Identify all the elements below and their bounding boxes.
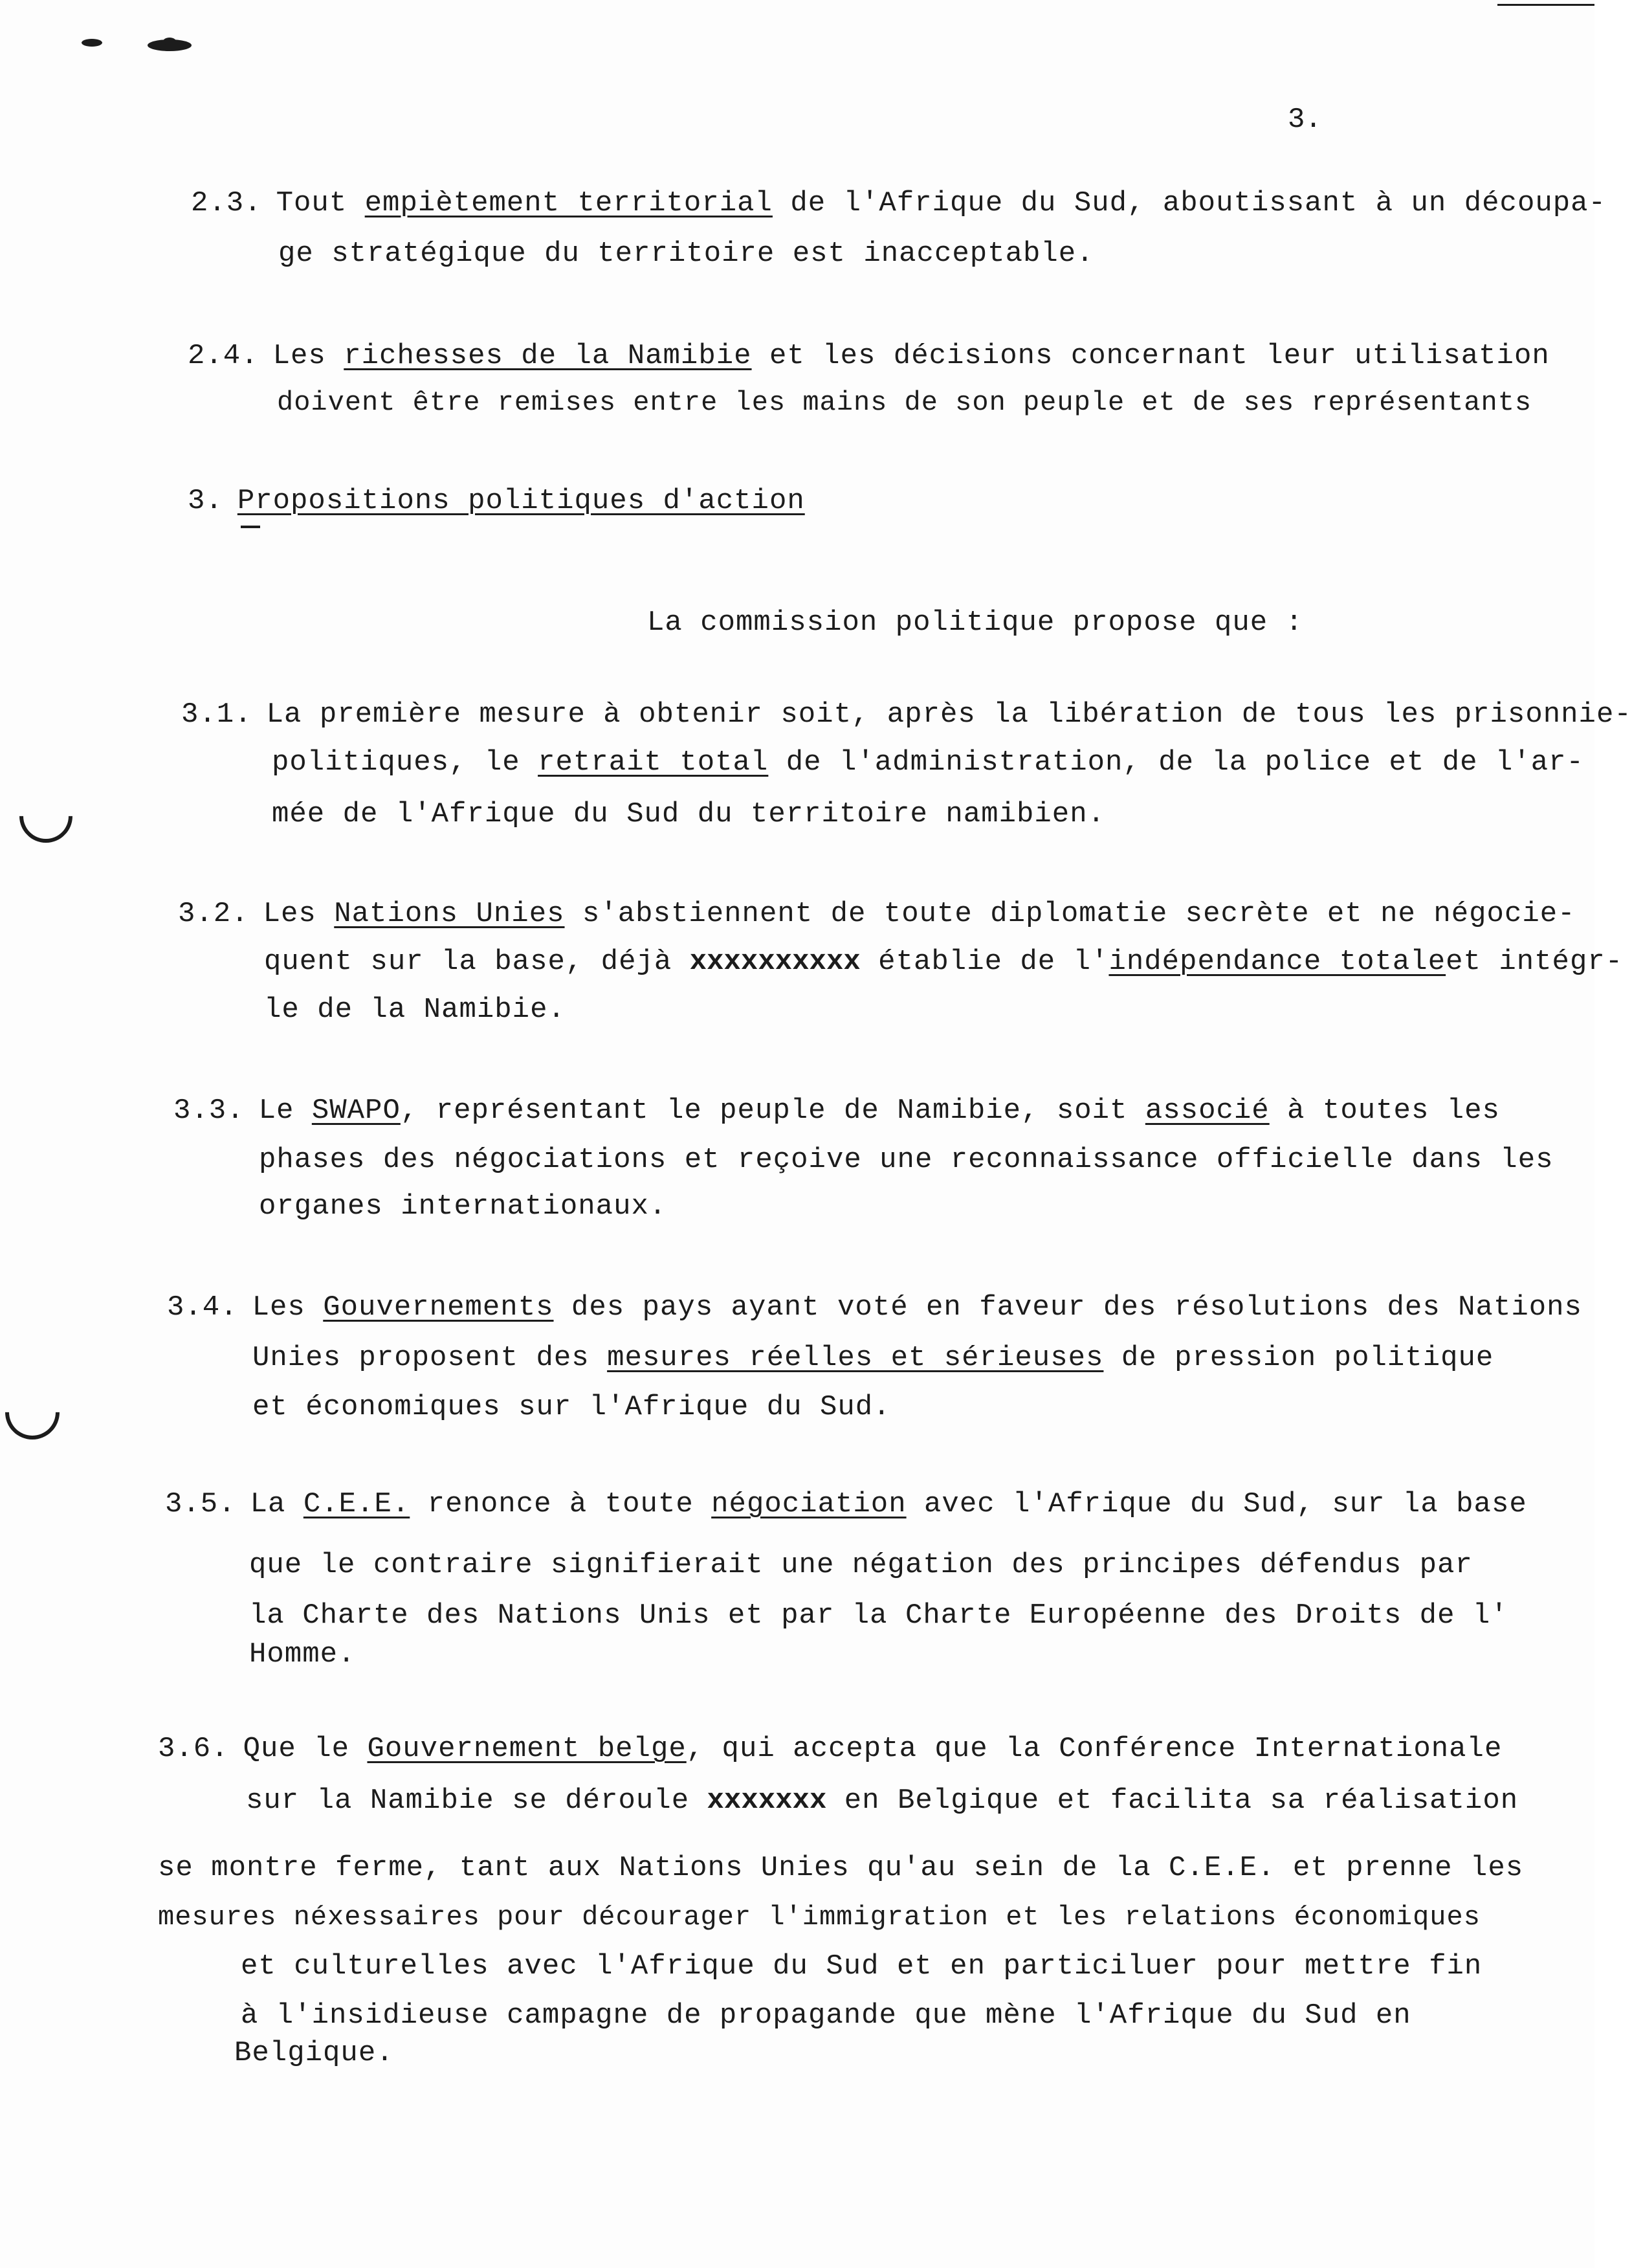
section-3-6-line-3: se montre ferme, tant aux Nations Unies qu'au sein de la C.E.E. et prenne les bbox=[158, 1852, 1524, 1884]
section-title: Propositions politiques d'action bbox=[237, 485, 805, 517]
section-3-6-line-4: mesures néxessaires pour décourager l'immigration et les relations économiques bbox=[158, 1902, 1481, 1933]
text: La première mesure à obtenir soit, après la libération de tous les prisonnie- bbox=[266, 698, 1632, 731]
text: en Belgique et facilita sa réalisation bbox=[826, 1784, 1519, 1817]
text: à toutes les bbox=[1269, 1095, 1500, 1127]
text: , qui accepta que la Conférence Internationale bbox=[686, 1733, 1503, 1765]
text: et intégr- bbox=[1446, 946, 1624, 978]
underlined-text: SWAPO bbox=[311, 1095, 401, 1127]
section-3-1-line-3: mée de l'Afrique du Sud du territoire namibien. bbox=[272, 798, 1106, 830]
section-3-6-line-2 bbox=[246, 1784, 1518, 1818]
section-3-2-line-3: le de la Namibie. bbox=[264, 994, 566, 1026]
underlined-text: Nations Unies bbox=[334, 898, 565, 930]
ink-smudge-left bbox=[82, 39, 102, 47]
section-3-5-line-2: que le contraire signifierait une négation des principes défendus par bbox=[249, 1549, 1473, 1581]
underlined-text: empiètement territorial bbox=[364, 187, 773, 219]
underlined-text: richesses de la Namibie bbox=[344, 340, 752, 372]
section-number: 3.5. bbox=[165, 1488, 236, 1520]
text: Les bbox=[252, 1291, 305, 1324]
section-3-5-line-1 bbox=[165, 1487, 1527, 1521]
ink-smudge-marks bbox=[72, 34, 202, 60]
text: de l'administration, de la police et de l'ar- bbox=[768, 746, 1584, 779]
underlined-text: Gouvernement belge bbox=[367, 1733, 687, 1765]
section-number: 3. bbox=[188, 485, 223, 517]
text: Le bbox=[258, 1095, 294, 1127]
underlined-text: négociation bbox=[711, 1488, 907, 1520]
section-number: 3.3. bbox=[173, 1095, 245, 1127]
text: Que le bbox=[243, 1733, 350, 1765]
text: Les bbox=[272, 340, 326, 372]
section-2-3-line-1 bbox=[191, 186, 1606, 220]
section-3-heading bbox=[188, 484, 805, 518]
section-2-3-line-2: ge stratégique du territoire est inacceptable. bbox=[278, 238, 1094, 270]
text: de l'Afrique du Sud, aboutissant à un découpa- bbox=[772, 187, 1606, 219]
section-3-4-line-1 bbox=[167, 1291, 1582, 1324]
section-3-5-line-3: la Charte des Nations Unis et par la Charte Européenne des Droits de l' bbox=[249, 1599, 1508, 1632]
punch-hole-lower bbox=[0, 1374, 71, 1451]
section-3-6-line-6: à l'insidieuse campagne de propagande que mène l'Afrique du Sud en bbox=[241, 1999, 1411, 2032]
underlined-text: retrait total bbox=[538, 746, 769, 779]
text: établie de l' bbox=[860, 946, 1109, 978]
section-3-intro: La commission politique propose que : bbox=[647, 606, 1303, 639]
underlined-text: C.E.E. bbox=[303, 1488, 410, 1520]
section-3-3-line-2: phases des négociations et reçoive une reconnaissance officielle dans les bbox=[259, 1144, 1554, 1176]
text: quent sur la base, déjà bbox=[264, 946, 672, 978]
section-3-1-line-2 bbox=[272, 746, 1584, 779]
text: sur la Namibie se déroule bbox=[246, 1784, 690, 1817]
section-3-4-line-2 bbox=[252, 1341, 1494, 1375]
section-3-5-line-4: Homme. bbox=[249, 1638, 356, 1671]
struck-out-text: xxxxxxx bbox=[707, 1784, 827, 1817]
section-number: 3.2. bbox=[178, 898, 249, 930]
text: Tout bbox=[276, 187, 347, 219]
section-number: 2.4. bbox=[188, 340, 259, 372]
text: de pression politique bbox=[1103, 1342, 1494, 1374]
underlined-text: indépendance totale bbox=[1108, 946, 1446, 978]
section-3-6-line-7: Belgique. bbox=[234, 2037, 394, 2069]
top-edge-rule bbox=[1497, 4, 1594, 6]
text: politiques, le bbox=[272, 746, 520, 779]
section-2-4-line-1 bbox=[188, 339, 1550, 373]
text: des pays ayant voté en faveur des résolutions des Nations bbox=[553, 1291, 1582, 1324]
section-number: 3.1. bbox=[181, 698, 252, 731]
section-3-3-line-3: organes internationaux. bbox=[259, 1190, 667, 1223]
ink-smudge-right-top bbox=[163, 38, 176, 45]
section-3-2-line-1 bbox=[178, 897, 1576, 931]
section-number: 3.4. bbox=[167, 1291, 238, 1324]
underlined-text: Gouvernements bbox=[323, 1291, 554, 1324]
section-3-4-line-3: et économiques sur l'Afrique du Sud. bbox=[252, 1391, 891, 1423]
text: Unies proposent des bbox=[252, 1342, 590, 1374]
underlined-text: mesures réelles et sérieuses bbox=[607, 1342, 1104, 1374]
section-3-2-line-2 bbox=[264, 945, 1623, 979]
text: s'abstiennent de toute diplomatie secrète et ne négocie- bbox=[564, 898, 1576, 930]
text: , représentant le peuple de Namibie, soit bbox=[400, 1095, 1128, 1127]
section-3-1-line-1 bbox=[181, 698, 1632, 731]
section-3-6-line-1 bbox=[158, 1732, 1502, 1766]
section-number: 2.3. bbox=[191, 187, 262, 219]
page-number: 3. bbox=[1288, 104, 1322, 136]
section-2-4-line-2: doivent être remises entre les mains de son peuple et de ses représentants bbox=[277, 387, 1532, 418]
heading-dash bbox=[241, 526, 260, 528]
section-number: 3.6. bbox=[158, 1733, 229, 1765]
text: et les décisions concernant leur utilisation bbox=[751, 340, 1550, 372]
text: avec l'Afrique du Sud, sur la base bbox=[906, 1488, 1527, 1520]
text: La bbox=[250, 1488, 286, 1520]
punch-hole-upper bbox=[8, 779, 83, 854]
text: renonce à toute bbox=[410, 1488, 694, 1520]
section-3-6-line-5: et culturelles avec l'Afrique du Sud et en particiluer pour mettre fin bbox=[241, 1950, 1483, 1983]
section-3-3-line-1 bbox=[173, 1094, 1500, 1128]
underlined-text: associé bbox=[1145, 1095, 1270, 1127]
text: Les bbox=[263, 898, 316, 930]
struck-out-text: xxxxxxxxxx bbox=[689, 946, 861, 978]
